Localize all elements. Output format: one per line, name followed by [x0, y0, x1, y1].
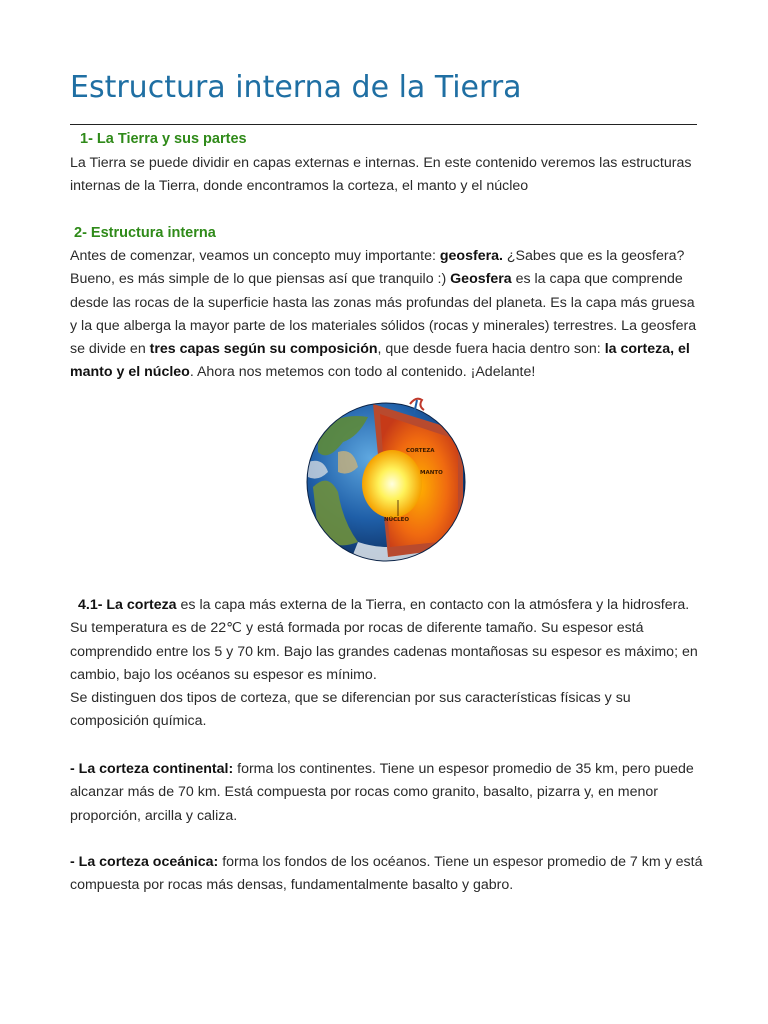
bold-term-tres-capas: tres capas según su composición: [149, 341, 378, 358]
earth-cross-section-illustration: [298, 392, 488, 572]
bold-term-oceanica: - La corteza oceánica:: [70, 854, 219, 870]
section-heading-2: 2- Estructura interna: [74, 225, 216, 241]
bold-term-corteza: 4.1- La corteza: [78, 597, 177, 613]
core-layer: [362, 450, 422, 518]
earth-structure-figure: [298, 392, 488, 572]
paragraph-2: [70, 245, 705, 385]
bold-term-continental: - La corteza continental:: [70, 761, 234, 777]
paragraph-corteza: [70, 594, 705, 734]
page-title: Estructura interna de la Tierra: [70, 70, 522, 105]
text-run: forma los continentes. Tiene un espesor promedio de 35 km, pero puede alcanzar más de 70 km. Está compuesta por rocas como granito, basalto, pizarra y, en menor proporción, arcilla y caliza.: [70, 761, 694, 824]
text-run: . Ahora nos metemos con todo al contenido. ¡Adelante!: [189, 364, 536, 381]
text-run: Antes de comenzar, veamos un concepto muy importante:: [70, 248, 440, 264]
text-run: , que desde fuera hacia dentro son:: [377, 341, 605, 358]
text-run: es la capa más externa de la Tierra, en contacto con la atmósfera y la hidrosfera. Su temperatura es de 22℃ y está formada por rocas de diferente tamaño. Su espesor está comprendido entre los 5 y 70 km. Bajo las grandes cadenas montañosas su espesor es máximo; en cambio, bajo los océanos su espesor es mínimo.: [70, 597, 698, 683]
bold-term-geosfera: geosfera.: [439, 248, 503, 264]
bold-term-capas: la corteza, el manto y el núcleo: [70, 341, 690, 381]
text-run: ¿Sabes que es la geosfera? Bueno, es más simple de lo que piensas así que tranquilo :): [70, 248, 685, 288]
text-run: Se distinguen dos tipos de corteza, que se diferencian por sus características físicas y su composición química.: [70, 690, 631, 730]
paragraph-1: La Tierra se puede dividir en capas externas e internas. En este contenido veremos las estructuras internas de la Tierra, donde encontramos la corteza, el manto y el núcleo: [70, 155, 692, 195]
paragraph-corteza-continental: [70, 758, 705, 828]
label-corteza: CORTEZA: [406, 448, 435, 454]
label-manto: MANTO: [420, 470, 443, 476]
section-heading-1: 1- La Tierra y sus partes: [80, 131, 247, 147]
paragraph-corteza-oceanica: [70, 851, 705, 898]
text-run: es la capa que comprende desde las rocas de la superficie hasta las zonas más profundas del planeta. Es la capa más gruesa y la que alberga la mayor parte de los materiales sólidos (rocas y minerales) terrestres. La geosfera se divide en: [70, 271, 697, 358]
title-divider: [70, 124, 697, 125]
label-nucleo: NÚCLEO: [384, 517, 410, 523]
bold-term-geosfera-2: Geosfera: [450, 271, 512, 288]
text-run: forma los fondos de los océanos. Tiene un espesor promedio de 7 km y está compuesta por rocas más densas, fundamentalmente basalto y gabro.: [70, 854, 703, 894]
